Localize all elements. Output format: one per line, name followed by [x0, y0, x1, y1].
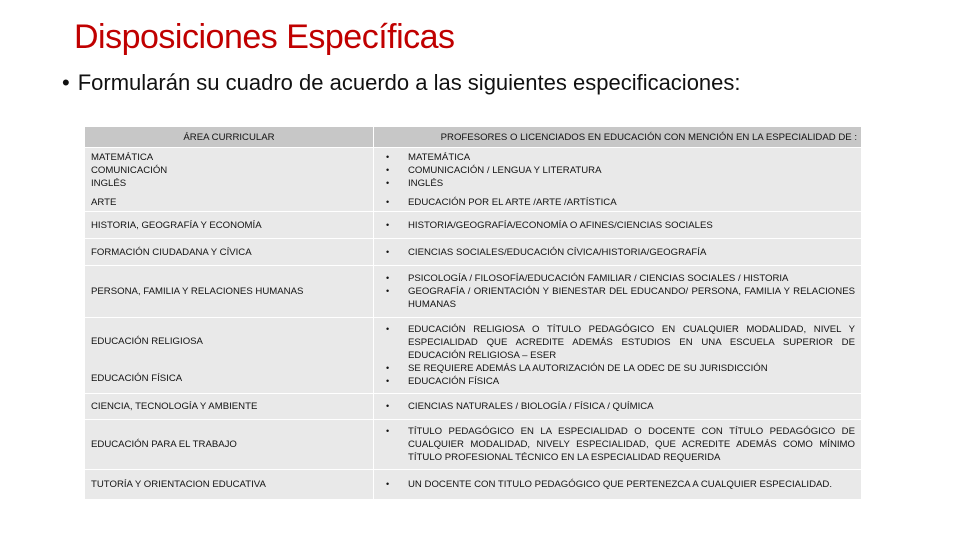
area-cell: FORMACIÓN CIUDADANA Y CÍVICA	[85, 239, 374, 266]
professors-cell	[374, 266, 862, 318]
requirement-text: EDUCACIÓN RELIGIOSA O TÍTULO PEDAGÓGICO EN CUALQUIER MODALIDAD, NIVEL Y ESPECIALIDAD QUE ACREDITE ADEMÁS ESTUDIOS EN UNA ESCUELA SUPERIOR DE EDUCACIÓN RELIGIOSA – ESER	[408, 324, 855, 361]
professors-cell	[374, 394, 862, 420]
area-text: ARTE	[91, 196, 117, 208]
area-text: COMUNICACIÓN	[91, 164, 168, 176]
requirement-text: HISTORIA/GEOGRAFÍA/ECONOMÍA O AFINES/CIENCIAS SOCIALES	[408, 219, 713, 231]
requirement-text: GEOGRAFÍA / ORIENTACIÓN Y BIENESTAR DEL EDUCANDO/ PERSONA, FAMILIA Y RELACIONES HUMANAS	[408, 286, 855, 310]
table-row	[85, 212, 862, 239]
bullet-icon: •	[386, 273, 390, 283]
area-cell: EDUCACIÓN PARA EL TRABAJO	[85, 420, 374, 470]
professors-cell	[374, 318, 862, 394]
area-cell	[85, 148, 374, 212]
bullet-icon: •	[386, 196, 390, 207]
bullet-icon: •	[386, 426, 390, 436]
professors-cell	[374, 239, 862, 266]
area-cell: CIENCIA, TECNOLOGÍA Y AMBIENTE	[85, 394, 374, 420]
bullet-icon: •	[386, 401, 390, 411]
header-professors: PROFESORES O LICENCIADOS EN EDUCACIÓN CON MENCIÓN EN LA ESPECIALIDAD DE :	[374, 127, 862, 148]
requirement-text: EDUCACIÓN POR EL ARTE /ARTE /ARTÍSTICA	[408, 196, 617, 208]
bullet-icon: •	[386, 164, 390, 175]
requirement-text: CIENCIAS NATURALES / BIOLOGÍA / FÍSICA / QUÍMICA	[408, 401, 654, 412]
table-row	[85, 318, 862, 394]
bullet-icon: •	[386, 177, 390, 188]
requirement-text: INGLÉS	[408, 177, 444, 189]
area-text: EDUCACIÓN FÍSICA	[91, 372, 183, 384]
specifications-table	[84, 126, 862, 500]
professors-cell	[374, 470, 862, 500]
table-row	[85, 266, 862, 318]
table-row	[85, 394, 862, 420]
professors-cell	[374, 212, 862, 239]
requirement-text: UN DOCENTE CON TITULO PEDAGÓGICO QUE PERTENEZCA A CUALQUIER ESPECIALIDAD.	[408, 479, 832, 490]
area-text: INGLÉS	[91, 177, 127, 189]
requirement-text: COMUNICACIÓN / LENGUA Y LITERATURA	[408, 164, 602, 176]
bullet-icon: •	[386, 286, 390, 296]
requirement-text: PSICOLOGÍA / FILOSOFÍA/EDUCACIÓN FAMILIAR / CIENCIAS SOCIALES / HISTORIA	[408, 273, 789, 284]
bullet-icon: •	[386, 151, 390, 162]
area-text: MATEMÁTICA	[91, 151, 154, 163]
area-cell: HISTORIA, GEOGRAFÍA Y ECONOMÍA	[85, 212, 374, 239]
area-cell: TUTORÍA Y ORIENTACION EDUCATIVA	[85, 470, 374, 500]
table-row	[85, 470, 862, 500]
table-header-row	[85, 127, 862, 148]
bullet-icon: •	[62, 70, 70, 95]
area-cell	[85, 318, 374, 394]
requirement-text: EDUCACIÓN FÍSICA	[408, 376, 500, 387]
area-cell: PERSONA, FAMILIA Y RELACIONES HUMANAS	[85, 266, 374, 318]
requirement-text: SE REQUIERE ADEMÁS LA AUTORIZACIÓN DE LA ODEC DE SU JURISDICCIÓN	[408, 363, 768, 374]
slide-title: Disposiciones Específicas	[74, 18, 455, 56]
header-area: ÁREA CURRICULAR	[85, 127, 374, 148]
table-row	[85, 420, 862, 470]
bullet-icon: •	[386, 246, 390, 257]
requirement-text: TÍTULO PEDAGÓGICO EN LA ESPECIALIDAD O DOCENTE CON TÍTULO PEDAGÓGICO DE CUALQUIER MODALIDAD, NIVELY ESPECIALIDAD, QUE ACREDITE ADEMÁS COMO MÍNIMO TÍTULO PROFESIONAL TÉCNICO EN LA ESPECIALIDAD REQUERIDA	[408, 426, 855, 463]
intro-bullet	[62, 70, 741, 96]
requirement-text: MATEMÁTICA	[408, 151, 471, 163]
requirement-text: CIENCIAS SOCIALES/EDUCACIÓN CÍVICA/HISTORIA/GEOGRAFÍA	[408, 246, 707, 258]
professors-cell	[374, 148, 862, 212]
bullet-icon: •	[386, 376, 390, 386]
bullet-icon: •	[386, 324, 390, 334]
bullet-icon: •	[386, 363, 390, 373]
bullet-icon: •	[386, 479, 390, 489]
intro-text: Formularán su cuadro de acuerdo a las siguientes especificaciones:	[77, 70, 741, 95]
table-row	[85, 148, 862, 212]
area-text: EDUCACIÓN RELIGIOSA	[91, 335, 203, 347]
professors-cell	[374, 420, 862, 470]
table-row	[85, 239, 862, 266]
bullet-icon: •	[386, 219, 390, 230]
